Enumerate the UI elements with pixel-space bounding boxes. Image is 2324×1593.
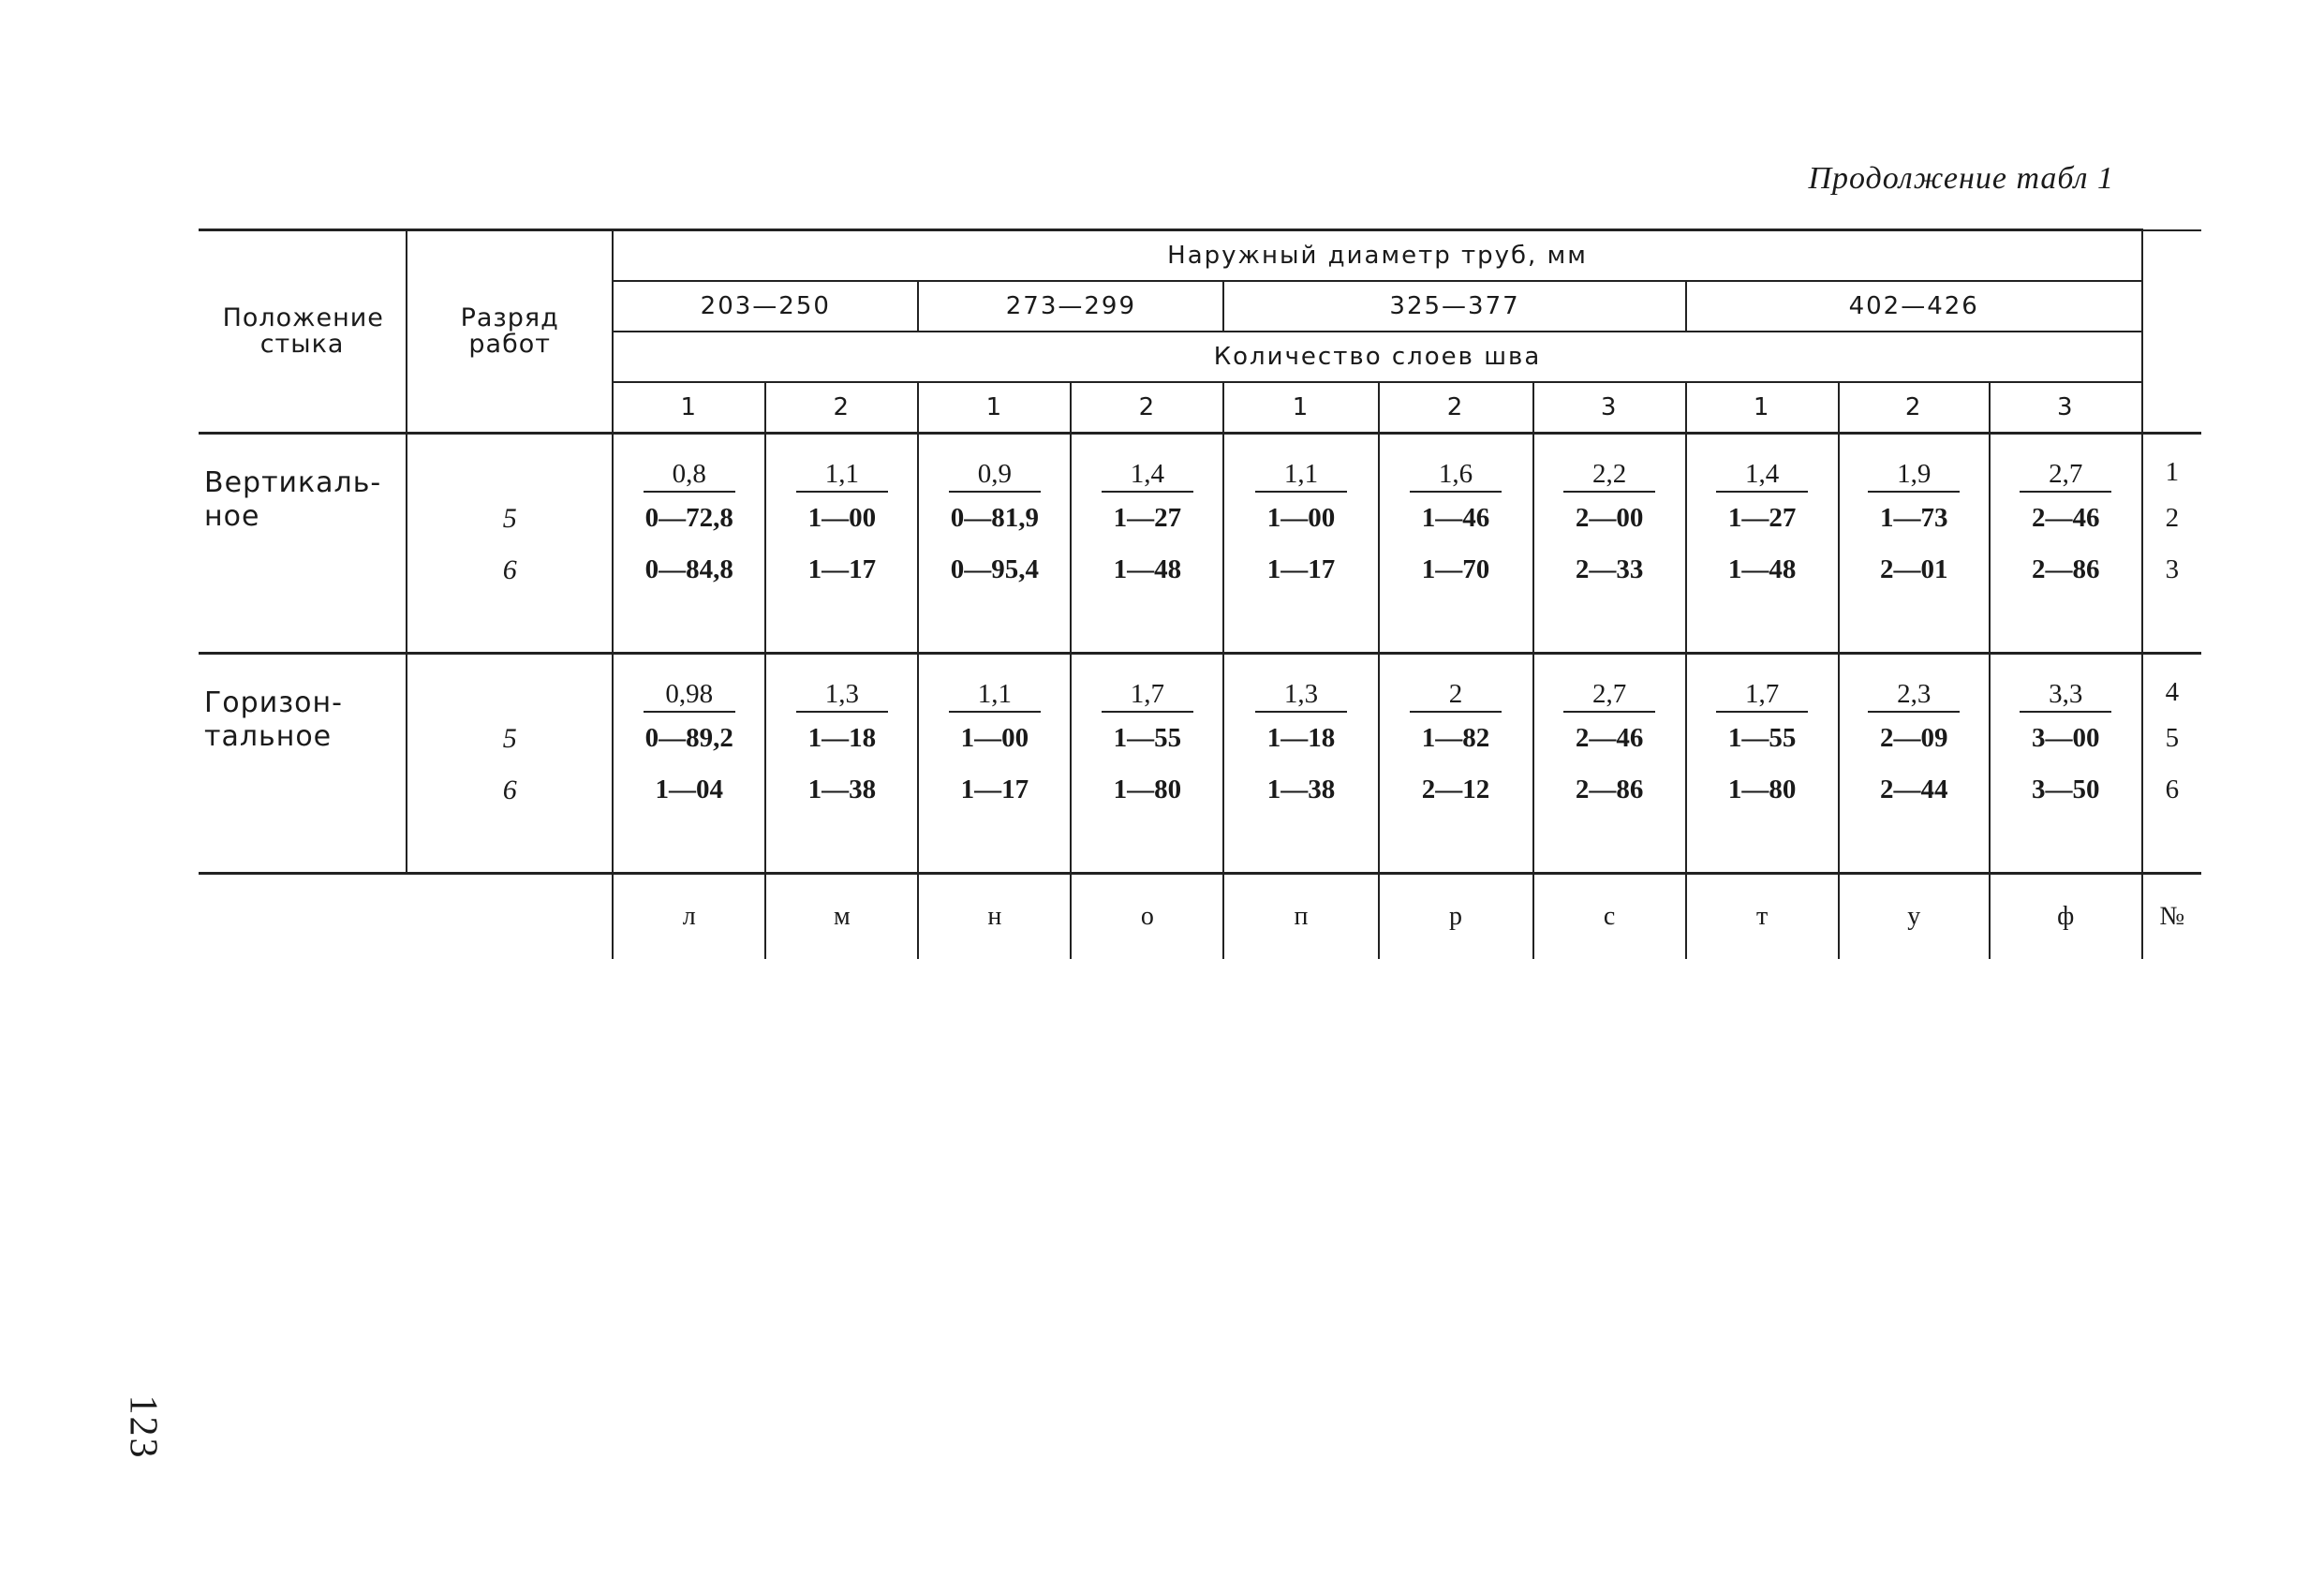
rate-value: 1—80	[1113, 774, 1182, 804]
row-index: 1	[2165, 457, 2180, 487]
labor-value: 1,6	[1410, 444, 1502, 493]
diameter-header: Наружный диаметр труб, мм	[613, 230, 2142, 282]
rate-value: 2—86	[1575, 774, 1644, 804]
labor-value: 1,7	[1716, 664, 1808, 713]
value-cell	[1533, 654, 1686, 874]
rate-value: 1—17	[1266, 554, 1336, 584]
joint-position: Вертикаль-ное	[199, 434, 407, 654]
table-continuation-caption: Продолжение табл 1	[1808, 161, 2114, 196]
rank-header	[407, 230, 613, 434]
time-norms-table	[199, 229, 2201, 959]
layer-number: 2	[1071, 382, 1223, 434]
rate-value: 1—38	[1266, 774, 1336, 804]
diameter-group-2: 273—299	[918, 281, 1223, 332]
rate-value: 2—00	[1575, 503, 1644, 533]
rate-value: 1—00	[960, 723, 1029, 753]
labor-value: 0,98	[644, 664, 735, 713]
labor-value: 1,4	[1716, 444, 1808, 493]
number-sign: №	[2142, 874, 2201, 960]
diameter-group-1: 203—250	[613, 281, 918, 332]
layer-number: 1	[1686, 382, 1839, 434]
value-cell	[765, 654, 918, 874]
rate-value: 1—46	[1421, 503, 1490, 533]
labor-value: 1,1	[949, 664, 1041, 713]
rank-cell	[407, 654, 613, 874]
column-letter: т	[1686, 874, 1839, 960]
labor-value: 1,1	[796, 444, 888, 493]
rate-value: 0—84,8	[644, 554, 733, 584]
diameter-group-4: 402—426	[1686, 281, 2142, 332]
rate-value: 2—01	[1879, 554, 1948, 584]
value-cell	[1223, 654, 1378, 874]
row-index: 2	[2165, 503, 2180, 533]
rate-value: 2—44	[1879, 774, 1948, 804]
footer-blank	[199, 874, 613, 960]
layer-number: 3	[1990, 382, 2142, 434]
layer-number: 2	[1379, 382, 1533, 434]
column-letter: ф	[1990, 874, 2142, 960]
column-letters-row	[199, 874, 2201, 960]
labor-value: 2,2	[1563, 444, 1655, 493]
rate-value: 1—27	[1727, 503, 1797, 533]
rate-value: 3—50	[2031, 774, 2100, 804]
labor-value: 1,7	[1102, 664, 1193, 713]
rate-value: 2—46	[1575, 723, 1644, 753]
rate-value: 1—48	[1113, 554, 1182, 584]
layer-number: 2	[1839, 382, 1990, 434]
position-header	[199, 230, 407, 434]
position-header-label: Положение стыка	[222, 302, 384, 359]
value-cell	[613, 434, 765, 654]
rank-header-label: Разряд работ	[460, 302, 559, 359]
rate-value: 0—95,4	[950, 554, 1039, 584]
layers-header: Количество слоев шва	[613, 332, 2142, 382]
labor-value: 0,8	[644, 444, 735, 493]
column-letter: у	[1839, 874, 1990, 960]
table-row-vertical	[199, 434, 2201, 654]
diameter-group-3: 325—377	[1223, 281, 1685, 332]
labor-value: 1,3	[796, 664, 888, 713]
column-letter: о	[1071, 874, 1223, 960]
rate-value: 3—00	[2031, 723, 2100, 753]
value-cell	[1686, 654, 1839, 874]
labor-value: 1,3	[1255, 664, 1347, 713]
value-cell	[918, 434, 1071, 654]
rank-cell	[407, 434, 613, 654]
column-letter: л	[613, 874, 765, 960]
layer-number: 1	[918, 382, 1071, 434]
labor-value: 3,3	[2020, 664, 2111, 713]
value-cell	[613, 654, 765, 874]
rate-value: 1—17	[960, 774, 1029, 804]
value-cell	[1223, 434, 1378, 654]
rate-value: 1—27	[1113, 503, 1182, 533]
value-cell	[1990, 654, 2142, 874]
rate-value: 1—18	[1266, 723, 1336, 753]
labor-value: 2,3	[1868, 664, 1960, 713]
table-row-horizontal	[199, 654, 2201, 874]
page-number: 123	[121, 1394, 165, 1460]
rate-value: 1—48	[1727, 554, 1797, 584]
rate-value: 2—46	[2031, 503, 2100, 533]
value-cell	[1071, 434, 1223, 654]
rate-value: 1—73	[1879, 503, 1948, 533]
value-cell	[1990, 434, 2142, 654]
value-cell	[1839, 654, 1990, 874]
rate-value: 1—70	[1421, 554, 1490, 584]
column-letter: п	[1223, 874, 1378, 960]
index-header	[2142, 230, 2201, 434]
rate-value: 2—09	[1879, 723, 1948, 753]
rate-value: 1—55	[1727, 723, 1797, 753]
joint-position: Горизон-тальное	[199, 654, 407, 874]
labor-value: 1,1	[1255, 444, 1347, 493]
column-letter: р	[1379, 874, 1533, 960]
column-letter: с	[1533, 874, 1686, 960]
row-index: 3	[2165, 554, 2180, 584]
rank-value: 5	[502, 503, 517, 534]
rate-value: 1—17	[807, 554, 877, 584]
labor-value: 1,4	[1102, 444, 1193, 493]
labor-value: 1,9	[1868, 444, 1960, 493]
row-index-cell	[2142, 654, 2201, 874]
value-cell	[1071, 654, 1223, 874]
value-cell	[1686, 434, 1839, 654]
row-index-cell	[2142, 434, 2201, 654]
value-cell	[765, 434, 918, 654]
header-row-diameter	[199, 230, 2201, 282]
value-cell	[1839, 434, 1990, 654]
rate-value: 1—00	[807, 503, 877, 533]
rate-value: 1—00	[1266, 503, 1336, 533]
rate-value: 1—18	[807, 723, 877, 753]
value-cell	[918, 654, 1071, 874]
rate-value: 1—55	[1113, 723, 1182, 753]
row-index: 4	[2165, 677, 2180, 707]
rate-value: 0—81,9	[950, 503, 1039, 533]
labor-value: 0,9	[949, 444, 1041, 493]
rate-value: 1—80	[1727, 774, 1797, 804]
value-cell	[1379, 434, 1533, 654]
labor-value: 2	[1410, 664, 1502, 713]
labor-value: 2,7	[2020, 444, 2111, 493]
row-index: 5	[2165, 723, 2180, 753]
rate-value: 2—12	[1421, 774, 1490, 804]
rate-value: 1—04	[655, 774, 724, 804]
value-cell	[1379, 654, 1533, 874]
rank-value: 6	[502, 774, 517, 805]
layer-number: 2	[765, 382, 918, 434]
rate-value: 0—72,8	[644, 503, 733, 533]
rate-value: 1—38	[807, 774, 877, 804]
value-cell	[1533, 434, 1686, 654]
rate-value: 1—82	[1421, 723, 1490, 753]
rank-value: 5	[502, 723, 517, 754]
layer-number: 3	[1533, 382, 1686, 434]
layer-number: 1	[613, 382, 765, 434]
rate-value: 2—33	[1575, 554, 1644, 584]
row-index: 6	[2165, 774, 2180, 804]
labor-value: 2,7	[1563, 664, 1655, 713]
column-letter: м	[765, 874, 918, 960]
column-letter: н	[918, 874, 1071, 960]
rate-value: 0—89,2	[644, 723, 733, 753]
rate-value: 2—86	[2031, 554, 2100, 584]
layer-number: 1	[1223, 382, 1378, 434]
rank-value: 6	[502, 554, 517, 585]
